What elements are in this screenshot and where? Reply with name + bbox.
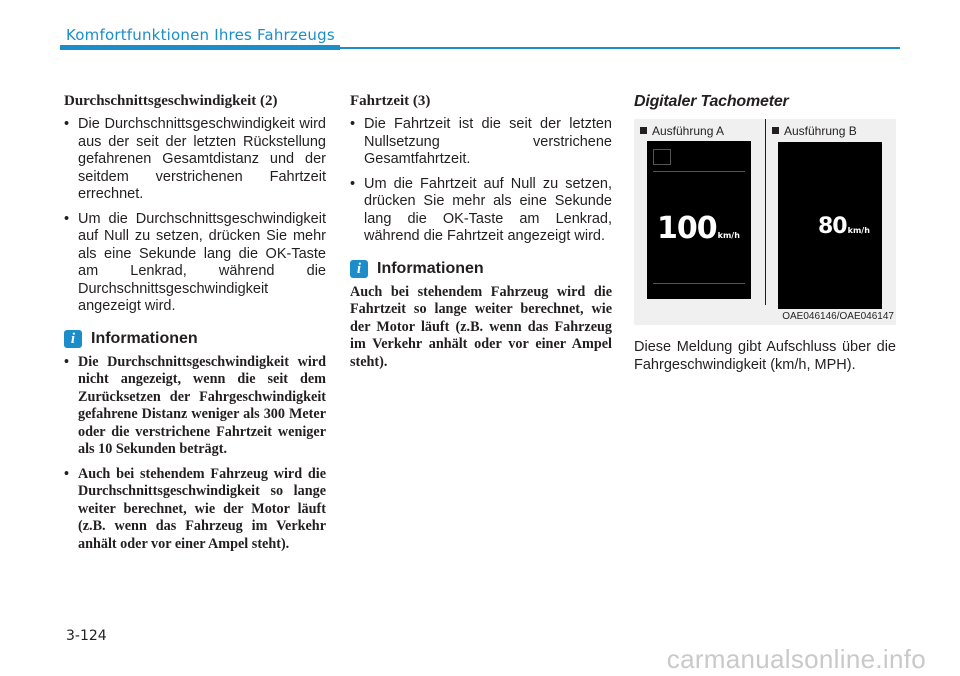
display-rule	[653, 171, 745, 172]
speed-readout-a: 100km/h	[657, 211, 740, 246]
speed-readout-b: 80km/h	[818, 214, 870, 239]
speedometer-figure	[634, 119, 896, 325]
header-rule	[340, 47, 900, 49]
display-indicator-box	[653, 149, 671, 165]
info-list	[64, 354, 326, 554]
trip-time-list	[350, 116, 612, 246]
speedometer-description: Diese Meldung gibt Aufschluss über die Fahrgeschwindigkeit (km/h, MPH).	[634, 339, 896, 373]
info-text: Auch bei stehendem Fahrzeug wird die Fahrtzeit so lange weiter berechnet, wie der Motor läuft (z.B. wenn das Fahrzeug im Verkehr anhält oder vor einer Ampel steht).	[350, 283, 612, 370]
digital-speedometer-heading: Digitaler Tachometer	[634, 93, 789, 110]
average-speed-heading: Durchschnittsgeschwindigkeit (2)	[64, 93, 278, 109]
info-icon: i	[64, 330, 82, 348]
trip-time-heading: Fahrtzeit (3)	[350, 93, 431, 109]
watermark: carmanualsonline.info	[666, 644, 926, 674]
figure-code: OAE046146/OAE046147	[782, 311, 894, 322]
info-header	[350, 260, 612, 278]
header-accent-bar	[60, 45, 340, 50]
info-icon: i	[350, 260, 368, 278]
cluster-display-a	[647, 141, 751, 299]
list-item: • Auch bei stehendem Fahrzeug wird die Durchschnittsgeschwindigkeit so lange weiter berechnet, wie der Motor läuft (z.B. wenn das Fahrzeug im Verkehr anhält oder vor einer Ampel steht).	[64, 466, 326, 554]
figure-divider	[765, 119, 766, 305]
list-item: • Um die Durchschnittsgeschwindigkeit auf Null zu setzen, drücken Sie mehr als eine Sekunde lang die OK-Taste am Lenkrad, während die Durchschnittsgeschwindigkeit angezeigt wird.	[64, 211, 326, 316]
page-number: 3-124	[66, 628, 107, 644]
column-average-speed	[64, 93, 326, 560]
column-trip-time	[350, 93, 612, 371]
list-item: • Um die Fahrtzeit auf Null zu setzen, drücken Sie mehr als eine Sekunde lang die OK-Taste am Lenkrad, während die Fahrtzeit angezeigt wird.	[350, 176, 612, 246]
cluster-display-b	[778, 142, 882, 309]
list-item: • Die Fahrtzeit ist die seit der letzten Nullsetzung verstrichene Gesamtfahrtzeit.	[350, 116, 612, 169]
info-title: Informationen	[91, 329, 198, 347]
info-header	[64, 330, 326, 348]
variant-a-label: Ausführung A	[640, 124, 724, 138]
display-rule	[653, 283, 745, 284]
square-icon	[640, 127, 647, 134]
header-title: Komfortfunktionen Ihres Fahrzeugs	[66, 26, 335, 44]
list-item: • Die Durchschnittsgeschwindigkeit wird nicht angezeigt, wenn die seit dem Zurücksetzen der Fahrgeschwindigkeit gefahrene Distanz weniger als 300 Meter oder die verstrichene Fahrtzeit weniger als 10 Sekunden beträgt.	[64, 354, 326, 459]
square-icon	[772, 127, 779, 134]
info-title: Informationen	[377, 259, 484, 277]
list-item: • Die Durchschnittsgeschwindigkeit wird aus der seit der letzten Rückstellung gefahrenen Gesamtdistanz und der seitdem verstrichenen Fahrtzeit errechnet.	[64, 116, 326, 204]
average-speed-list	[64, 116, 326, 316]
variant-b-label: Ausführung B	[772, 124, 857, 138]
column-digital-speedometer	[634, 93, 896, 374]
